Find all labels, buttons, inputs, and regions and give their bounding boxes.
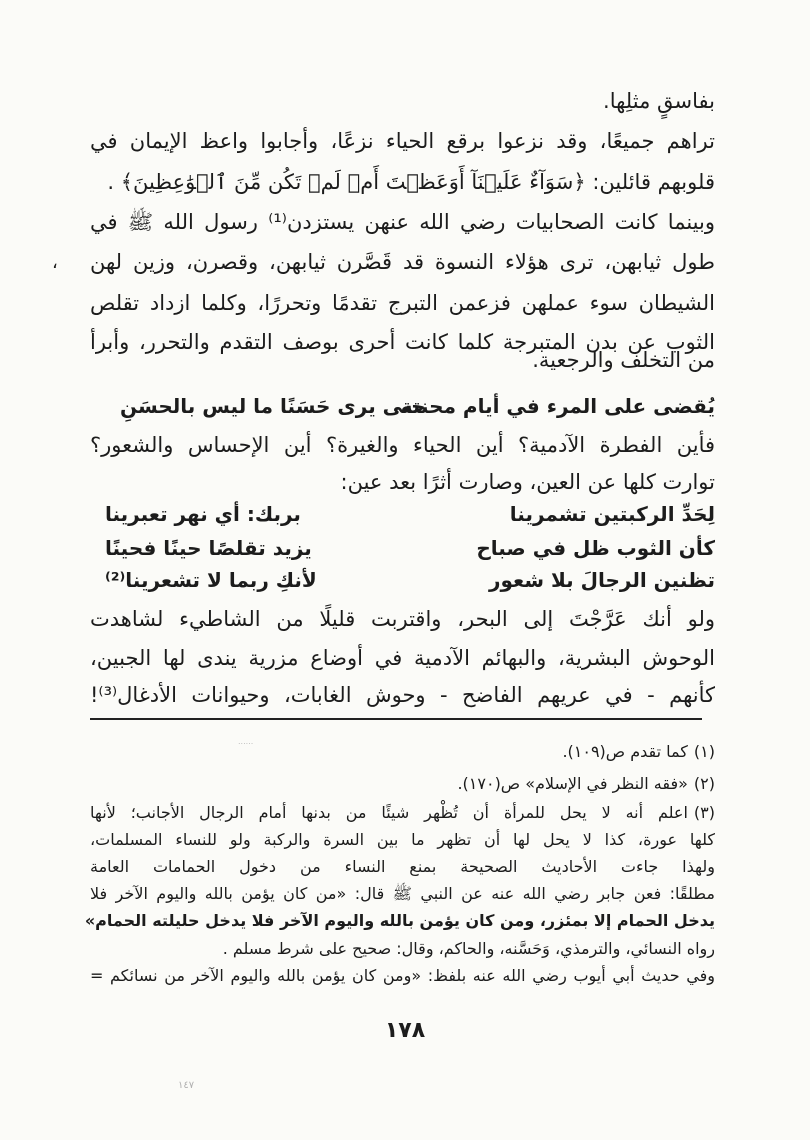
text-line: توارت كلها عن العين، وصارت أثرًا بعد عين: [340,470,715,494]
text-line: الثوب عن بدن المتبرجة كلما كانت أحرى بوصف التقدم والتحرر، وأبرأ [90,330,715,354]
footnote [90,740,715,764]
footnote-number: (١) [693,742,715,761]
footnote-text: اعلم أنه لا يحل للمرأة أن تُظْهر شيئًا من بدنها أمام الرجال الأجانب؛ لأنها [90,803,688,822]
footnote-number: (٢) [693,774,715,793]
footnote-line: مطلقًا: فعن جابر رضي الله عنه عن النبي ﷺ قال: «من كان يؤمن بالله واليوم الآخر فلا [90,884,715,903]
poem-right-hemistich: كأن الثوب ظل في صباح [476,536,715,560]
footnote-line: وفي حديث أبي أيوب رضي الله عنه بلفظ: «ومن كان يؤمن بالله واليوم الآخر من نسائكم = [90,966,715,985]
footnote-line: رواه النسائي، والترمذي، وَحَسَّنه، والحاكم، وقال: صحيح على شرط مسلم . [222,939,715,958]
footnote-line: ولهذا جاءت الأحاديث الصحيحة بمنع النساء من دخول الحمامات العامة [90,857,715,876]
text-line: وبينما كانت الصحابيات رضي الله عنهن يستزدن⁽¹⁾ رسول الله ﷺ في [90,210,716,234]
poem-right-hemistich: تظنين الرجالَ بلا شعور [489,568,715,592]
footnote-separator [90,718,702,720]
footnote [90,801,715,825]
text-line: ولو أنك عَرَّجْتَ إلى البحر، واقتربت قليلًا من الشاطيء لشاهدت [90,607,715,631]
text-line: من التخلف والرجعية. [532,348,715,372]
text-line: بفاسقٍ مثلِها. [603,89,715,113]
scan-dots: ...... [238,737,254,746]
verse-right-hemistich: يُقضى على المرء في أيام محنته [400,394,715,418]
scan-mark: ١٤٧ [178,1080,195,1091]
text-line: الوحوش البشرية، والبهائم الآدمية في أوضاع مزرية يندى لها الجبين، [90,646,715,670]
text-line: فأين الفطرة الآدمية؟ أين الحياء والغيرة؟ أين الإحساس والشعور؟ [90,433,715,457]
text-line: قلوبهم قائلين: ﴿سَوَآءٌ عَلَيۡنَآ أَوَعَظۡتَ أَمۡ لَمۡ تَكُن مِّنَ ٱلۡوَٰعِظِينَ﴾ . [107,170,715,194]
text-line: الشيطان سوء عملهن فزعمن التبرج تقدمًا وتحررًا، وكلما ازداد تقلص [90,291,715,315]
footnote-line: يدخل الحمام إلا بمئزر، ومن كان يؤمن بالله واليوم الآخر فلا يدخل حليلته الحمام» [84,911,715,930]
verse-left-hemistich: حتى يرى حَسَنًا ما ليس بالحسَنِ [120,394,426,418]
poem-left-hemistich: لأنكِ ربما لا تشعرينا⁽²⁾ [105,568,317,592]
footnote-text: كما تقدم ص(١٠٩). [562,742,688,761]
footnote-line: كلها عورة، كذا لا يحل لها أن تظهر ما بين السرة والركبة ولو للنساء المسلمات، [90,830,715,849]
text-line: طول ثيابهن، ترى هؤلاء النسوة قد قَصَّرن ثيابهن، وقصرن، وزين لهن [90,250,715,274]
margin-mark: ، [52,252,58,273]
text-line: تراهم جميعًا، وقد نزعوا برقع الحياء نزعًا، وأجابوا واعظ الإيمان في [90,129,715,153]
footnote [90,772,715,796]
footnote-text: «فقه النظر في الإسلام» ص(١٧٠). [457,774,688,793]
footnote-number: (٣) [693,803,715,822]
text-line: كأنهم - في عريهم الفاضح - وحوش الغابات، وحيوانات الأدغال⁽³⁾! [90,683,715,707]
poem-left-hemistich: بربك: أي نهر تعبرينا [105,502,301,526]
page-number: ١٧٨ [384,1018,426,1043]
poem-right-hemistich: لِحَدِّ الركبتين تشمرينا [509,502,715,526]
poem-left-hemistich: يزيد تقلصًا حينًا فحينًا [105,536,312,560]
